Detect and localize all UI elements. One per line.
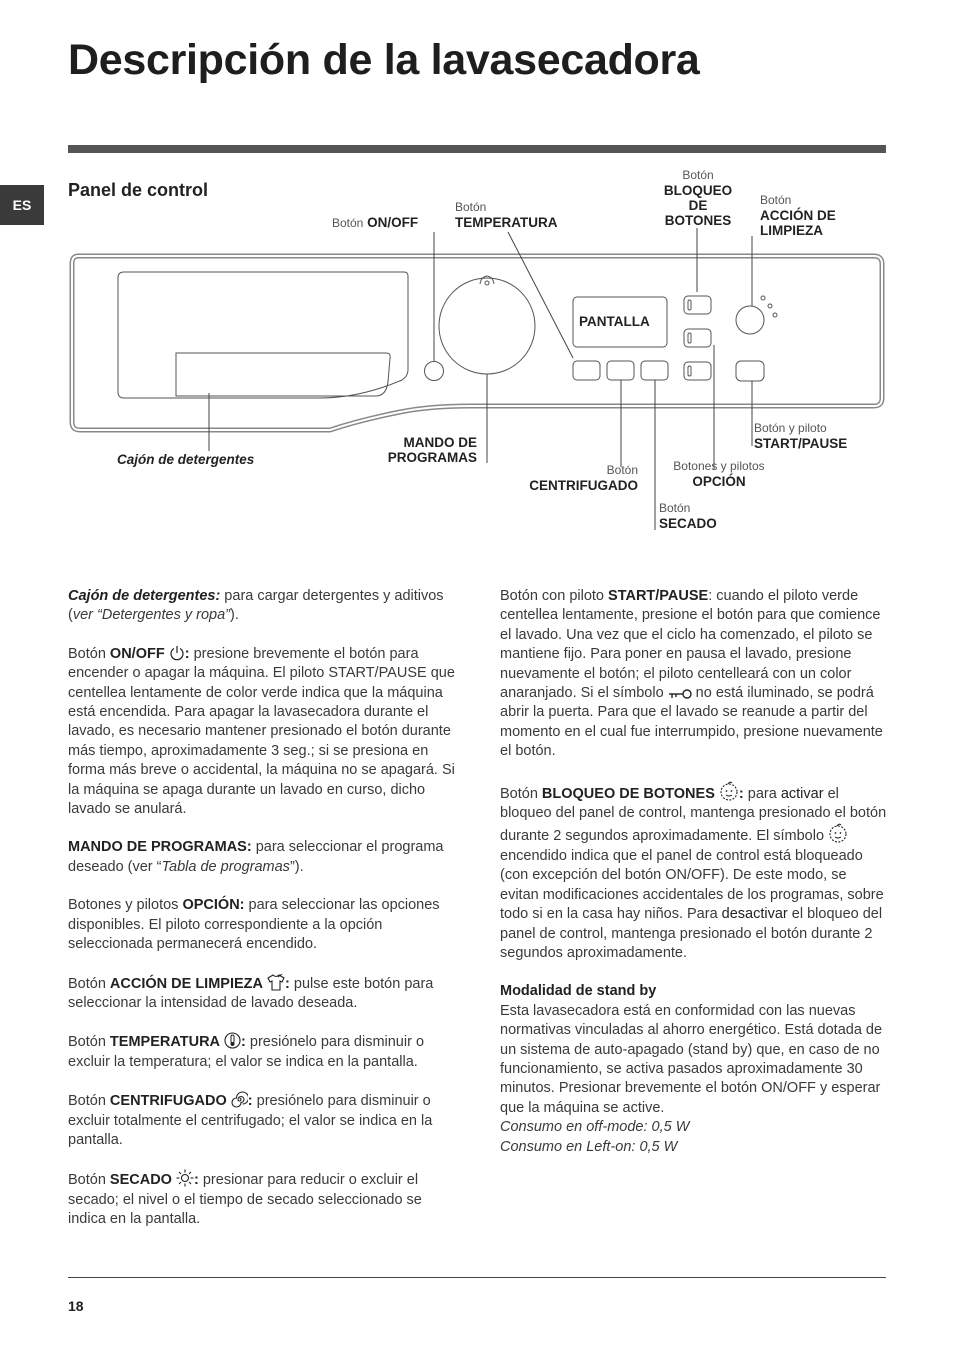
standby-text: Esta lavasecadora está en conformidad con las nuevas normativas vinculadas al ahorro energético. Está dotada de un sistema de auto-apagado (stand by) que, en caso de no funcionamiento, se activa pasados aproximadamente 30 minutos. Presionar brevemente el botón ON/OFF y esperar que la máquina se active. bbox=[500, 1002, 883, 1116]
label-cajon: Cajón de detergentes bbox=[117, 452, 255, 467]
child-lock-icon bbox=[828, 823, 848, 843]
right-column bbox=[500, 587, 888, 1157]
section-heading: Panel de control bbox=[68, 180, 209, 200]
label-onoff: Botón ON/OFF bbox=[332, 215, 419, 230]
desc-bloqueo: Botón BLOQUEO DE BOTONES : para activar el bloqueo del panel de control, mantenga presionado el botón durante 2 segundos aproximadamente. El símbolo encendido indica que el panel de control está bloqueado (con excepción del botón ON/OFF). De este modo, se evitan modificaciones accidentales de los programas, sobre todo si en la casa hay niños. Para desactivar el bloqueo del panel de control, mantenga presionado el botón durante 2 segundos aproximadamente. bbox=[500, 781, 888, 964]
desc-cajon: Cajón de detergentes: para cargar detergentes y aditivos (ver “Detergentes y ropa”). bbox=[68, 588, 444, 624]
label-accion: Botón ACCIÓN DE LIMPIEZA bbox=[760, 193, 836, 238]
standby-section bbox=[500, 982, 888, 1157]
label-centrifugado: Botón CENTRIFUGADO bbox=[529, 463, 638, 493]
language-tab: ES bbox=[0, 185, 44, 225]
control-panel-diagram bbox=[0, 0, 954, 560]
label-startpause: Botón y piloto START/PAUSE bbox=[754, 421, 848, 451]
label-bloqueo: Botón BLOQUEO DE BOTONES bbox=[663, 168, 733, 228]
label-opcion: Botones y pilotos OPCIÓN bbox=[673, 459, 765, 489]
label-pantalla: PANTALLA bbox=[579, 314, 650, 329]
page-title: Descripción de la lavasecadora bbox=[68, 36, 700, 84]
desc-temperatura: Botón TEMPERATURA : presiónelo para disminuir o excluir la temperatura; el valor se indica en la pantalla. bbox=[68, 1034, 425, 1070]
consumo-lefton: Consumo en Left-on: 0,5 W bbox=[500, 1138, 678, 1155]
desc-onoff: Botón ON/OFF : presione brevemente el botón para encender o apagar la máquina. El piloto START/PAUSE que centellea lentamente de color verde indica que la máquina está encendida. Para apagar la lavasecadora durante el lavado, es necesario mantener presionado el botón durante más tiempo, aproximadamente 3 seg.; si se presiona en forma más breve o accidental, la máquina no se apagará. Si la máquina se apaga durante un lavado en curso, dicho lavado se anulará. bbox=[68, 645, 455, 818]
child-lock-icon bbox=[719, 781, 739, 801]
power-icon bbox=[169, 645, 185, 661]
desc-accion: Botón ACCIÓN DE LIMPIEZA : pulse este botón para seleccionar la intensidad de lavado deseada. bbox=[68, 975, 434, 1011]
standby-heading: Modalidad de stand by bbox=[500, 983, 657, 1000]
consumo-offmode: Consumo en off-mode: 0,5 W bbox=[500, 1119, 690, 1136]
key-icon bbox=[668, 688, 692, 700]
label-secado: Botón SECADO bbox=[659, 501, 717, 531]
spin-icon bbox=[231, 1091, 248, 1108]
dry-sun-icon bbox=[176, 1169, 194, 1187]
desc-opcion: Botones y pilotos OPCIÓN: para seleccionar las opciones disponibles. El piloto correspondiente a la opción seleccionada permanecerá encendido. bbox=[68, 897, 440, 953]
desc-centrifugado: Botón CENTRIFUGADO : presiónelo para disminuir o excluir totalmente el centrifugado; el valor se indica en la pantalla. bbox=[68, 1093, 433, 1148]
shirt-icon bbox=[267, 974, 285, 991]
page-number: 18 bbox=[68, 1298, 84, 1314]
label-mando: MANDO DE PROGRAMAS bbox=[387, 435, 477, 465]
label-temperatura: Botón TEMPERATURA bbox=[455, 200, 558, 230]
desc-startpause: Botón con piloto START/PAUSE: cuando el piloto verde centellea lentamente, presione el botón para que comience el lavado. Una vez que el ciclo ha comenzado, el piloto se mantiene fijo. Para poner en pausa el lavado, presione nuevamente el botón; el piloto centelleará con un color anaranjado. Si el símbolo no está iluminado, se podrá abrir la puerta. Para que el lavado se reanude a partir del momento en el cual fue interrumpido, presione nuevamente el botón. bbox=[500, 588, 883, 760]
desc-mando: MANDO DE PROGRAMAS: para seleccionar el programa deseado (ver “Tabla de programas”). bbox=[68, 839, 444, 875]
thermometer-icon bbox=[224, 1032, 241, 1049]
footer-rule bbox=[68, 1277, 886, 1278]
panel-outline bbox=[72, 256, 882, 430]
desc-secado: Botón SECADO : presionar para reducir o excluir el secado; el nivel o el tiempo de secado seleccionado se indica en la pantalla. bbox=[68, 1169, 456, 1229]
left-column bbox=[68, 587, 456, 1249]
